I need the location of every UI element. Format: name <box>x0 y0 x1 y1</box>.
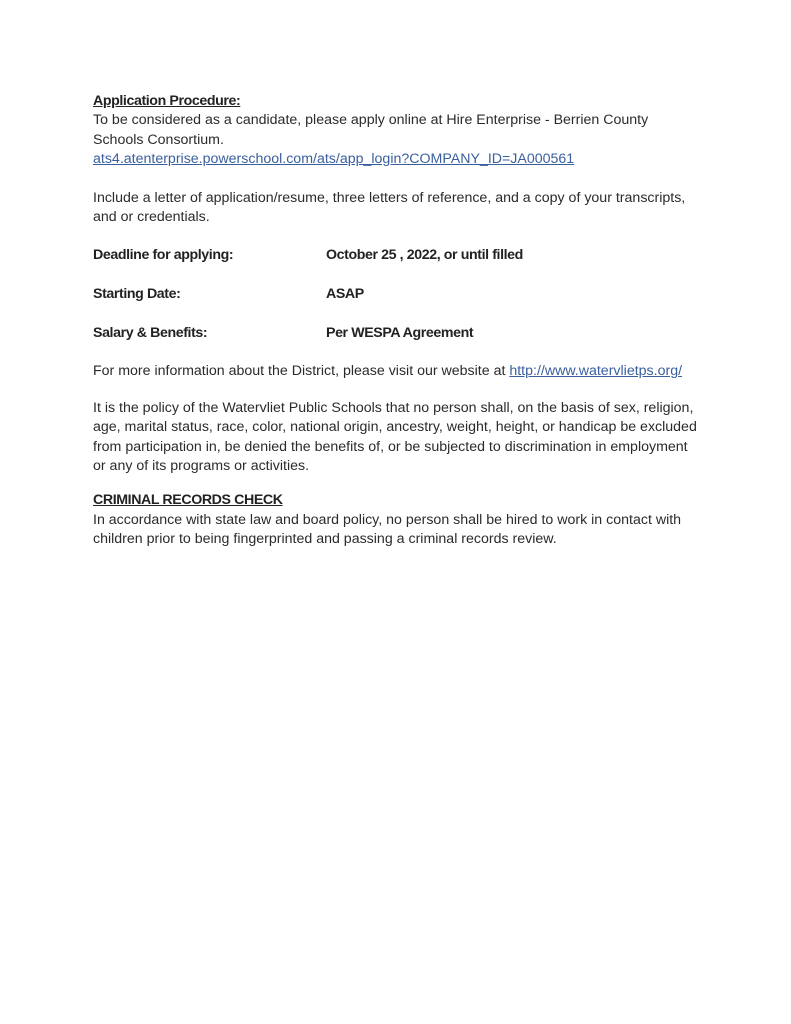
salary-value: Per WESPA Agreement <box>326 325 474 342</box>
document-page <box>93 92 703 550</box>
include-line-1: Include a letter of application/resume, three letters of reference, and a copy of your transcripts, <box>93 189 686 206</box>
policy-line-2: age, marital status, race, color, national origin, ancestry, weight, height, or handicap be excluded <box>93 419 697 436</box>
policy-line-4: or any of its programs or activities. <box>93 458 310 475</box>
include-line-2: and or credentials. <box>93 209 210 226</box>
salary-label: Salary & Benefits: <box>93 325 208 342</box>
criminal-records-section <box>93 491 703 549</box>
application-procedure-heading: Application Procedure: <box>93 93 241 109</box>
more-info-paragraph <box>93 362 703 381</box>
deadline-value: October 25 , 2022, or until filled <box>326 247 523 264</box>
district-website-link[interactable]: http://www.watervlietps.org/ <box>509 363 683 380</box>
criminal-line-1: In accordance with state law and board policy, no person shall be hired to work in contact with <box>93 511 682 528</box>
detail-row-deadline <box>93 246 703 265</box>
deadline-label: Deadline for applying: <box>93 247 234 264</box>
policy-line-1: It is the policy of the Watervliet Public Schools that no person shall, on the basis of sex, religion, <box>93 399 694 416</box>
criminal-line-2: children prior to being fingerprinted and passing a criminal records review. <box>93 531 557 548</box>
more-info-text: For more information about the District, please visit our website at <box>93 363 510 380</box>
criminal-records-heading: CRIMINAL RECORDS CHECK <box>93 492 283 509</box>
details-block <box>93 246 703 343</box>
starting-date-value: ASAP <box>326 286 364 303</box>
policy-paragraph <box>93 399 703 477</box>
application-line-1: To be considered as a candidate, please apply online at Hire Enterprise - Berrien County <box>93 112 649 129</box>
starting-date-label: Starting Date: <box>93 286 181 303</box>
application-link[interactable]: ats4.atenterprise.powerschool.com/ats/app_login?COMPANY_ID=JA000561 <box>93 151 575 168</box>
detail-row-starting-date <box>93 285 703 304</box>
application-line-2: Schools Consortium. <box>93 131 224 148</box>
policy-line-3: from participation in, be denied the benefits of, or be subjected to discrimination in employment <box>93 438 688 455</box>
detail-row-salary <box>93 324 703 343</box>
